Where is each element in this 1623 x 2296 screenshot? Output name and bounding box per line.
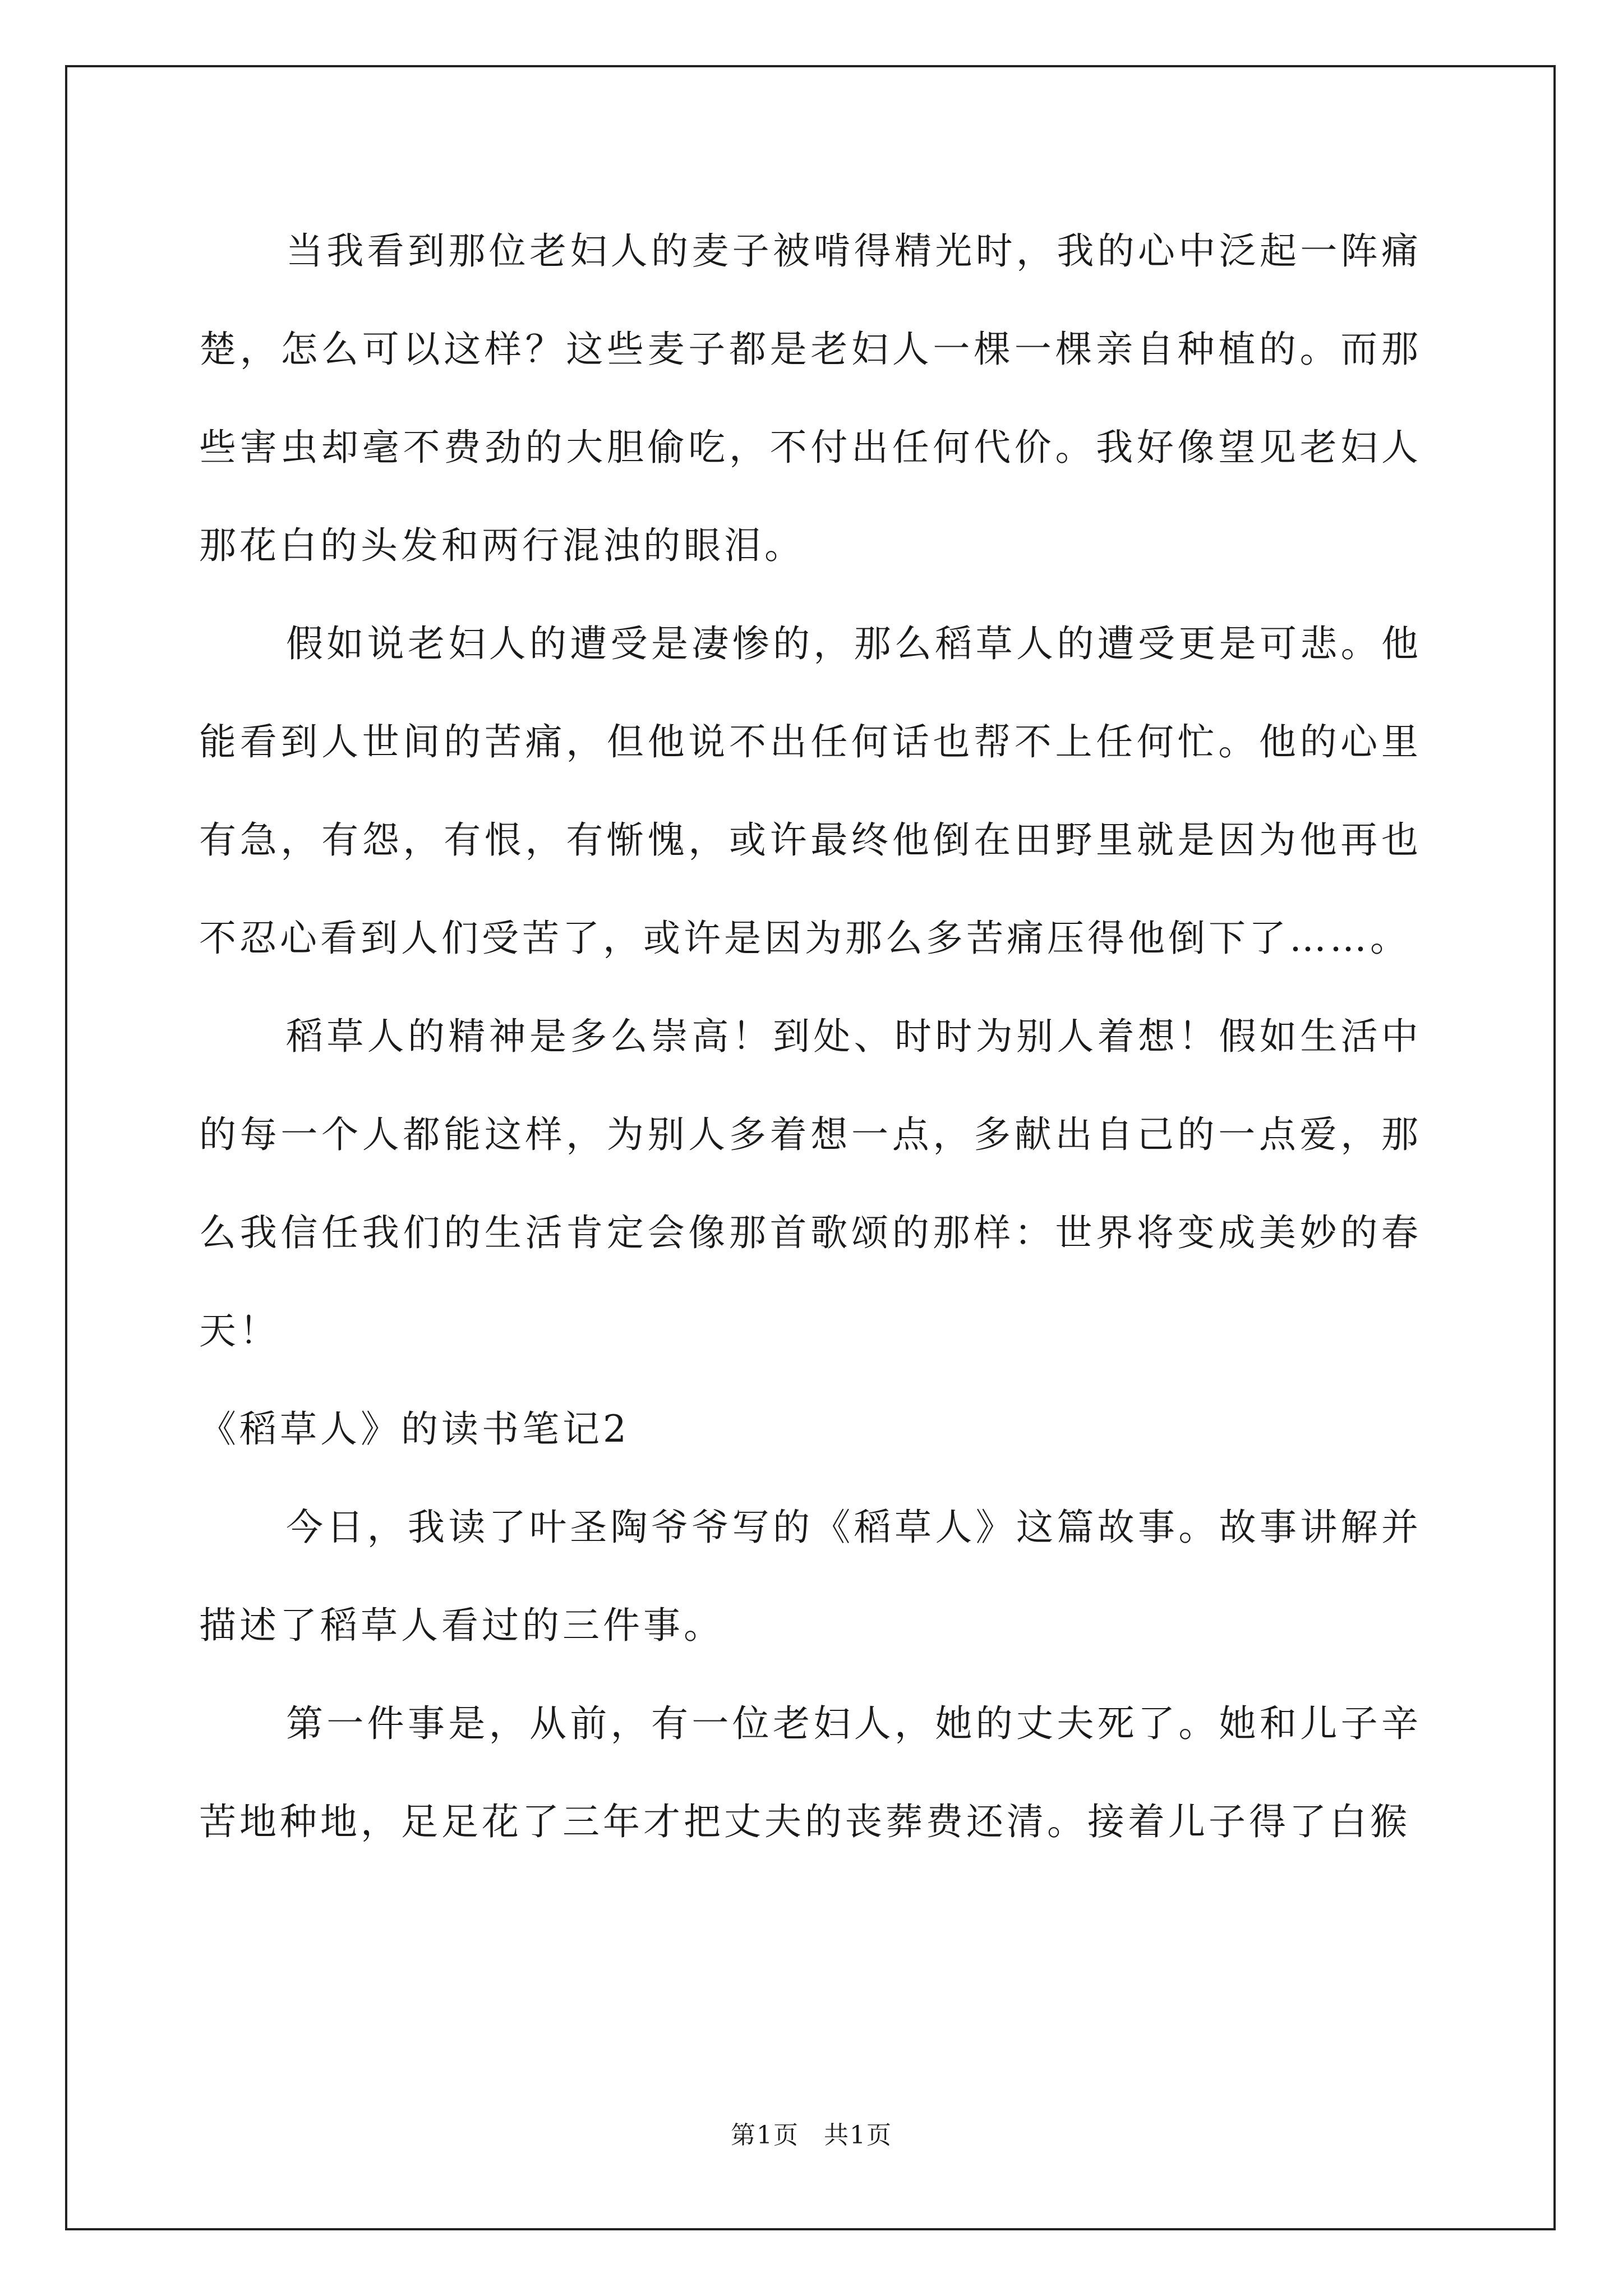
paragraph: 今日，我读了叶圣陶爷爷写的《稻草人》这篇故事。故事讲解并描述了稻草人看过的三件事。 bbox=[199, 1506, 1422, 1647]
page-total: 共1页 bbox=[824, 2121, 892, 2150]
section-heading: 《稻草人》的读书笔记2 bbox=[199, 1407, 630, 1451]
paragraph: 当我看到那位老妇人的麦子被啃得精光时，我的心中泛起一阵痛楚，怎么可以这样？这些麦子都是老妇人一棵一棵亲自种植的。而那些害虫却毫不费劲的大胆偷吃，不付出任何代价。我好像望见老妇人那花白的头发和两行混浊的眼泪。 bbox=[199, 229, 1422, 567]
paragraph: 假如说老妇人的遭受是凄惨的，那么稻草人的遭受更是可悲。他能看到人世间的苦痛，但他说不出任何话也帮不上任何忙。他的心里有急，有怨，有恨，有惭愧，或许最终他倒在田野里就是因为他再也不忍心看到人们受苦了，或许是因为那么多苦痛压得他倒下了……。 bbox=[199, 622, 1422, 960]
paragraph: 稻草人的精神是多么崇高！到处、时时为别人着想！假如生活中的每一个人都能这样，为别人多着想一点，多献出自己的一点爱，那么我信任我们的生活肯定会像那首歌颂的那样：世界将变成美妙的春天！ bbox=[199, 1015, 1422, 1352]
page-footer bbox=[0, 2115, 1623, 2151]
page-number: 第1页 bbox=[731, 2121, 799, 2150]
paragraph: 第一件事是，从前，有一位老妇人，她的丈夫死了。她和儿子辛苦地种地，足足花了三年才把丈夫的丧葬费还清。接着儿子得了白猴 bbox=[199, 1702, 1422, 1843]
document-body bbox=[199, 202, 1422, 1871]
